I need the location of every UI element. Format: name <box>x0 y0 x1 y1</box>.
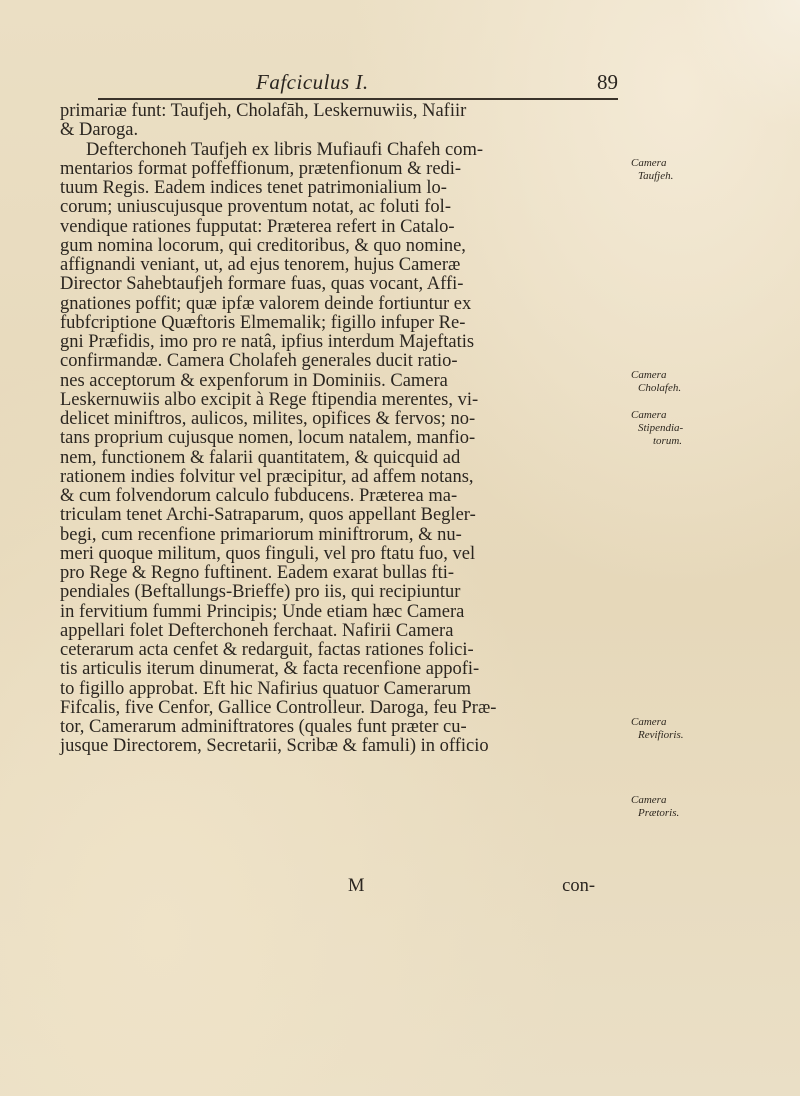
page-footer <box>60 876 625 896</box>
text-line: confirmandæ. Camera Cholafeh generales ducit ratio- <box>60 351 458 372</box>
margin-note-camera-cholafeh <box>631 369 721 395</box>
margin-note-line: Camera <box>631 369 667 381</box>
text-line: tis articulis iterum dinumerat, & facta recenfione appofi- <box>60 659 480 680</box>
text-line: pro Rege & Regno fuftinent. Eadem exarat bullas fti- <box>60 563 455 583</box>
text-line: corum; uniuscujusque proventum notat, ac foluti fol- <box>60 197 451 218</box>
text-line: & Daroga. <box>60 120 139 141</box>
margin-note-line: Revifioris. <box>638 729 684 741</box>
text-line: Director Sahebtaufjeh formare fuas, quas vocant, Affi- <box>60 274 464 295</box>
page-number: 89 <box>597 70 618 94</box>
text-line: nem, functionem & falarii quantitatem, & quicquid ad <box>60 447 461 468</box>
margin-note-camera-praetoris <box>631 794 721 820</box>
page-header <box>98 68 618 96</box>
text-line: gum nomina locorum, qui creditoribus, & quo nomine, <box>60 235 466 256</box>
margin-note-camera-stipendiatorum <box>631 409 721 448</box>
text-line: gnationes poffit; quæ ipfæ valorem deinde fortiuntur ex <box>60 293 472 314</box>
text-line: tans proprium cujusque nomen, locum natalem, manfio- <box>60 428 476 449</box>
text-line: triculam tenet Archi-Satraparum, quos appellant Begler- <box>60 505 476 526</box>
margin-note-line: Prætoris. <box>638 807 680 819</box>
text-line: Fifcalis, five Cenfor, Gallice Controlleur. Daroga, feu Præ- <box>60 697 497 718</box>
text-line: rationem indies folvitur vel præcipitur, ad affem notans, <box>60 466 474 487</box>
text-line: delicet miniftros, aulicos, milites, opifices & fervos; no- <box>60 409 476 429</box>
text-line: gni Præfidis, imo pro re natâ, ipfius interdum Majeftatis <box>60 332 475 352</box>
margin-note-line: Camera <box>631 409 667 421</box>
page-corner-discoloration <box>680 0 800 130</box>
text-line: nes acceptorum & expenforum in Dominiis. Camera <box>60 370 448 391</box>
margin-note-line: Cholafeh. <box>638 382 682 394</box>
text-line: meri quoque militum, quos finguli, vel pro ftatu fuo, vel <box>60 543 476 564</box>
text-line: jusque Directorem, Secretarii, Scribæ & famuli) in officio <box>60 736 489 757</box>
text-line: primariæ funt: Taufjeh, Cholafāh, Leskernuwiis, Nafiir <box>60 101 467 121</box>
text-line: mentarios format poffeffionum, prætenfionum & redi- <box>60 158 462 179</box>
text-line: pendiales (Beftallungs-Brieffe) pro iis, qui recipiuntur <box>60 582 461 603</box>
text-line: to figillo approbat. Eft hic Nafirius quatuor Camerarum <box>60 678 471 699</box>
margin-note-line: Camera <box>631 716 667 728</box>
margin-note-line: Camera <box>631 794 667 806</box>
signature-mark: M <box>348 876 365 896</box>
text-line: fubfcriptione Quæftoris Elmemalik; figillo infuper Re- <box>60 312 466 333</box>
margin-note-line: torum. <box>653 435 683 447</box>
margin-note-camera-taufjeh <box>631 157 721 183</box>
margin-note-line: Stipendia- <box>638 422 684 434</box>
text-line: tor, Camerarum adminiftratores (quales funt præter cu- <box>60 717 467 737</box>
margin-note-camera-revisoris <box>631 716 721 742</box>
text-line: tuum Regis. Eadem indices tenet patrimonialium lo- <box>60 178 447 198</box>
catchword: con- <box>562 876 595 896</box>
header-rule <box>98 98 618 100</box>
text-line: & cum folvendorum calculo fubducens. Præterea ma- <box>60 486 458 506</box>
text-line: Leskernuwiis albo excipit à Rege ftipendia merentes, vi- <box>60 389 479 410</box>
text-line: affignandi veniant, ut, ad ejus tenorem, hujus Cameræ <box>60 255 461 275</box>
text-line: begi, cum recenfione primariorum miniftrorum, & nu- <box>60 524 462 545</box>
text-line: ceterarum acta cenfet & redarguit, factas rationes folici- <box>60 640 474 660</box>
text-line: appellari folet Defterchoneh ferchaat. Nafirii Camera <box>60 620 454 641</box>
main-text-block <box>60 102 625 757</box>
text-line: vendique rationes fupputat: Præterea refert in Catalo- <box>60 216 455 237</box>
text-line: Defterchoneh Taufjeh ex libris Mufiaufi Chafeh com- <box>86 139 484 160</box>
margin-note-line: Camera <box>631 157 667 169</box>
running-title: Fafciculus I. <box>256 70 369 94</box>
text-line: in fervitium fummi Principis; Unde etiam hæc Camera <box>60 601 465 622</box>
margin-note-line: Taufjeh. <box>638 170 674 182</box>
